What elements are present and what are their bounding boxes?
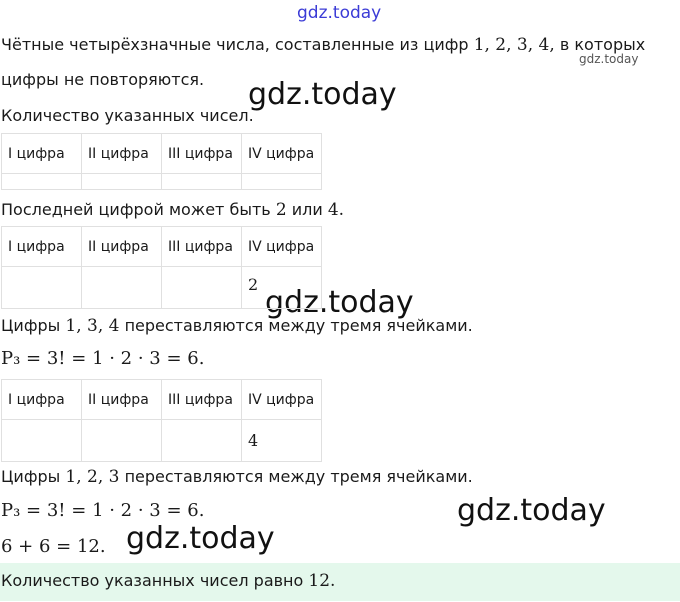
watermark-1: gdz.today (248, 77, 397, 112)
table2-cell-last (242, 267, 322, 309)
intro-text: Чётные четырёхзначные числа, составленные из цифр (1, 35, 469, 54)
table2-header-3: III цифра (162, 227, 242, 267)
answer-box (0, 563, 680, 601)
table1-cell (2, 174, 82, 190)
table3-header-1: I цифра (2, 380, 82, 420)
table3-header-4: IV цифра (242, 380, 322, 420)
table1-header-1: I цифра (2, 134, 82, 174)
last-digit-line (1, 200, 344, 220)
table2-cell (162, 267, 242, 309)
permute1-digits: 1, 3, 4 (65, 316, 120, 336)
formula-2: P₃ = 3! = 1 · 2 · 3 = 6. (1, 500, 205, 521)
watermark-3: gdz.today (457, 493, 606, 528)
intro-tail: в которых (559, 35, 646, 54)
digits-table-1 (1, 133, 322, 190)
table2-header-4: IV цифра (242, 227, 322, 267)
digits-table-2 (1, 226, 322, 309)
permute2-digits: 1, 2, 3 (65, 467, 120, 487)
digits-table-3 (1, 379, 322, 462)
answer-line (1, 571, 335, 591)
small-watermark: gdz.today (579, 52, 639, 66)
answer-text: Количество указанных чисел равно (1, 571, 304, 590)
permute2-before: Цифры (1, 467, 61, 486)
header-watermark-logo: gdz.today (297, 3, 382, 23)
table2-last-digit: 2 (248, 275, 259, 294)
permute2-after: переставляются между тремя ячейками. (124, 467, 473, 486)
table1-header-4: IV цифра (242, 134, 322, 174)
count-label: Количество указанных чисел. (1, 106, 254, 125)
permute-line-2 (1, 467, 473, 487)
table3-cell (82, 420, 162, 462)
table3-cell (2, 420, 82, 462)
table2-cell (82, 267, 162, 309)
table3-cell (162, 420, 242, 462)
last-digit-b: 4. (327, 200, 345, 220)
sum-formula: 6 + 6 = 12. (1, 536, 106, 557)
permute1-before: Цифры (1, 316, 61, 335)
table1-cell (242, 174, 322, 190)
watermark-2: gdz.today (265, 285, 414, 320)
table1-header-2: II цифра (82, 134, 162, 174)
table2-header-2: II цифра (82, 227, 162, 267)
table2-cell (2, 267, 82, 309)
watermark-4: gdz.today (126, 521, 275, 556)
answer-value: 12. (308, 571, 336, 591)
table1-cell (162, 174, 242, 190)
intro-line-2: цифры не повторяются. (1, 70, 205, 89)
table3-header-3: III цифра (162, 380, 242, 420)
table2-header-1: I цифра (2, 227, 82, 267)
last-digit-a: 2 (275, 200, 287, 220)
table1-cell (82, 174, 162, 190)
table3-cell-last (242, 420, 322, 462)
last-digit-or: или (291, 200, 323, 219)
intro-line-1 (1, 35, 645, 55)
table1-header-3: III цифра (162, 134, 242, 174)
formula-1: P₃ = 3! = 1 · 2 · 3 = 6. (1, 348, 205, 369)
permute1-after: переставляются между тремя ячейками. (124, 316, 473, 335)
last-digit-text: Последней цифрой может быть (1, 200, 271, 219)
table3-last-digit: 4 (248, 431, 259, 450)
intro-digits: 1, 2, 3, 4, (473, 35, 555, 55)
table3-header-2: II цифра (82, 380, 162, 420)
permute-line-1 (1, 316, 473, 336)
